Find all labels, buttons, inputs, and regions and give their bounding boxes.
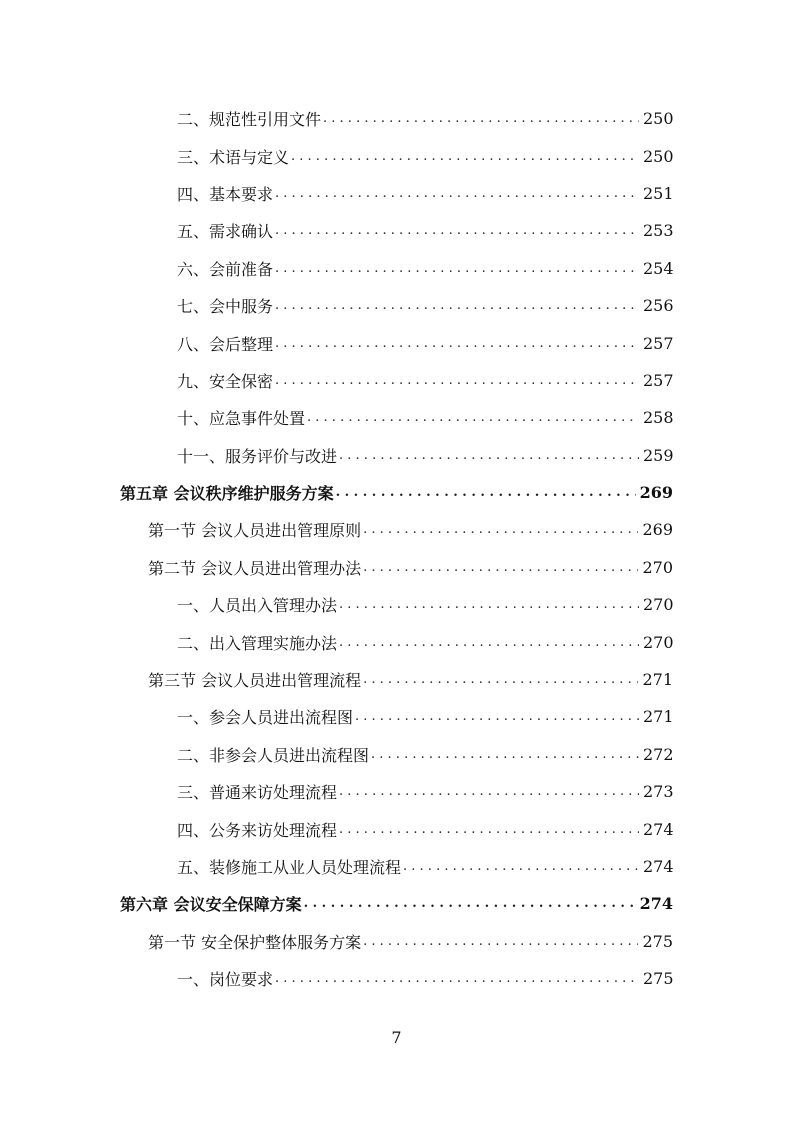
toc-subsection-entry[interactable] (0, 100, 793, 137)
toc-entry-title: 十一、服务评价与改进 (177, 444, 339, 467)
toc-subsection-entry[interactable] (0, 137, 793, 174)
toc-subsection-entry[interactable] (0, 212, 793, 249)
toc-entry-title: 十、应急事件处置 (177, 406, 307, 429)
toc-entry-page-number: 250 (643, 109, 674, 129)
toc-entry-page-number: 271 (643, 707, 674, 727)
dot-leader (363, 935, 638, 948)
toc-entry-page-number: 275 (642, 931, 673, 951)
dot-leader (275, 187, 639, 200)
toc-entry-title: 一、岗位要求 (177, 967, 275, 990)
toc-entry-page-number: 273 (643, 782, 674, 802)
toc-subsection-entry[interactable] (0, 437, 793, 474)
toc-entry-page-number: 257 (643, 370, 674, 390)
toc-entry-title: 一、人员出入管理办法 (177, 593, 339, 616)
toc-entry-page-number: 275 (643, 969, 674, 989)
dot-leader (355, 710, 639, 723)
toc-entry-page-number: 253 (643, 221, 674, 241)
dot-leader (339, 636, 639, 649)
toc-entry-page-number: 251 (643, 183, 674, 203)
dot-leader (275, 224, 639, 237)
dot-leader (339, 785, 639, 798)
dot-leader (339, 823, 639, 836)
toc-entry-title: 二、出入管理实施办法 (177, 631, 339, 654)
toc-subsection-entry[interactable] (0, 736, 793, 773)
toc-subsection-entry[interactable] (0, 175, 793, 212)
toc-subsection-entry[interactable] (0, 250, 793, 287)
toc-section-entry[interactable] (0, 511, 793, 548)
dot-leader (403, 860, 639, 873)
toc-entry-page-number: 254 (643, 258, 674, 278)
toc-subsection-entry[interactable] (0, 287, 793, 324)
toc-entry-title: 第一节 安全保护整体服务方案 (148, 930, 363, 953)
page-number: 7 (391, 1028, 402, 1047)
toc-entry-title: 六、会前准备 (177, 257, 275, 280)
toc-subsection-entry[interactable] (0, 586, 793, 623)
dot-leader (275, 262, 639, 275)
toc-subsection-entry[interactable] (0, 362, 793, 399)
toc-entry-title: 三、普通来访处理流程 (177, 780, 339, 803)
dot-leader (307, 411, 639, 424)
toc-entry-page-number: 258 (643, 408, 674, 428)
dot-leader (363, 523, 638, 536)
toc-entry-title: 八、会后整理 (177, 332, 275, 355)
toc-entry-title: 一、参会人员进出流程图 (177, 705, 355, 728)
toc-entry-title: 第三节 会议人员进出管理流程 (148, 668, 363, 691)
toc-entry-page-number: 274 (643, 819, 674, 839)
dot-leader (363, 673, 638, 686)
toc-entry-page-number: 271 (642, 670, 673, 690)
toc-entry-page-number: 269 (639, 483, 673, 503)
dot-leader (339, 449, 639, 462)
table-of-contents (0, 100, 793, 997)
toc-entry-page-number: 269 (642, 520, 673, 540)
toc-chapter-entry[interactable] (0, 474, 793, 511)
toc-subsection-entry[interactable] (0, 623, 793, 660)
toc-entry-title: 五、需求确认 (177, 219, 275, 242)
toc-subsection-entry[interactable] (0, 399, 793, 436)
toc-entry-title: 第六章 会议安全保障方案 (120, 892, 304, 915)
dot-leader (363, 561, 638, 574)
toc-entry-title: 五、装修施工从业人员处理流程 (177, 855, 403, 878)
dot-leader (275, 374, 639, 387)
toc-entry-title: 七、会中服务 (177, 294, 275, 317)
toc-entry-title: 三、术语与定义 (177, 145, 291, 168)
toc-entry-page-number: 274 (639, 894, 673, 914)
toc-entry-title: 第五章 会议秩序维护服务方案 (120, 481, 336, 504)
toc-subsection-entry[interactable] (0, 960, 793, 997)
dot-leader (275, 337, 639, 350)
toc-entry-title: 四、公务来访处理流程 (177, 818, 339, 841)
dot-leader (371, 748, 639, 761)
toc-entry-page-number: 259 (643, 445, 674, 465)
toc-subsection-entry[interactable] (0, 848, 793, 885)
toc-entry-page-number: 274 (643, 857, 674, 876)
toc-entry-page-number: 270 (642, 557, 673, 577)
toc-subsection-entry[interactable] (0, 324, 793, 361)
toc-subsection-entry[interactable] (0, 773, 793, 810)
toc-chapter-entry[interactable] (0, 885, 793, 922)
toc-entry-title: 二、规范性引用文件 (177, 107, 323, 130)
dot-leader (275, 299, 639, 312)
toc-section-entry[interactable] (0, 549, 793, 586)
toc-entry-page-number: 270 (643, 595, 674, 615)
toc-entry-title: 第一节 会议人员进出管理原则 (148, 518, 363, 541)
dot-leader (291, 150, 639, 163)
toc-entry-page-number: 256 (643, 296, 674, 316)
toc-subsection-entry[interactable] (0, 810, 793, 847)
toc-entry-title: 四、基本要求 (177, 182, 275, 205)
dot-leader (339, 598, 639, 611)
toc-entry-title: 二、非参会人员进出流程图 (177, 743, 371, 766)
toc-subsection-entry[interactable] (0, 698, 793, 735)
dot-leader (323, 112, 639, 125)
dot-leader (275, 972, 639, 985)
toc-entry-title: 九、安全保密 (177, 369, 275, 392)
toc-section-entry[interactable] (0, 661, 793, 698)
toc-entry-page-number: 272 (643, 744, 674, 764)
dot-leader (304, 897, 636, 910)
toc-entry-page-number: 270 (643, 632, 674, 652)
dot-leader (336, 486, 636, 499)
toc-entry-title: 第二节 会议人员进出管理办法 (148, 556, 363, 579)
toc-entry-page-number: 250 (643, 146, 674, 166)
toc-entry-page-number: 257 (643, 333, 674, 353)
toc-section-entry[interactable] (0, 923, 793, 960)
